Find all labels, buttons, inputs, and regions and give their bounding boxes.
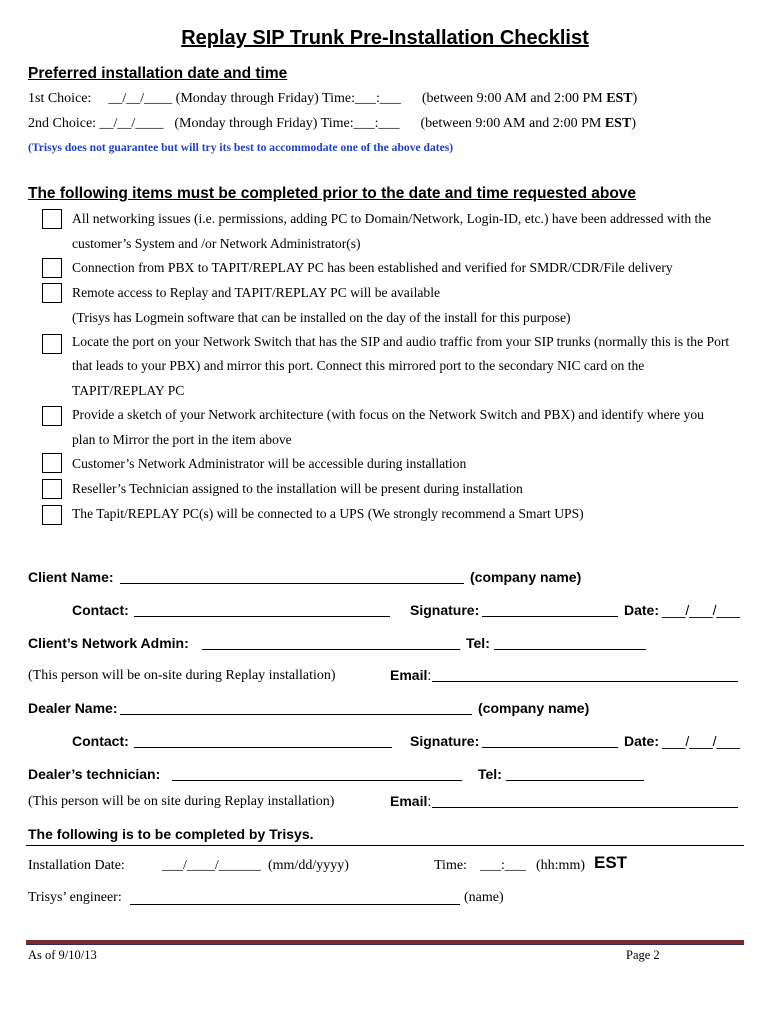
install-date-label: Installation Date: — [28, 858, 125, 873]
dealer-tel-field[interactable] — [506, 768, 644, 781]
client-email-text: Email — [390, 667, 428, 683]
second-choice-days: (Monday through Friday) — [174, 116, 318, 131]
checklist-line: All networking issues (i.e. permissions, adding PC to Domain/Network, Login-ID, etc.) have been addressed with the — [72, 211, 712, 226]
checklist-line: The Tapit/REPLAY PC(s) will be connected to a UPS (We strongly recommend a Smart UPS) — [72, 506, 584, 521]
trisys-heading: The following is to be completed by Trisys. — [28, 826, 314, 842]
client-tel-field[interactable] — [494, 637, 646, 650]
client-admin-label: Client’s Network Admin: — [28, 635, 189, 651]
dealer-email-label — [390, 793, 431, 809]
client-date-field[interactable]: ___/___/___ — [662, 602, 740, 618]
client-admin-field[interactable] — [202, 637, 460, 650]
client-signature-label: Signature: — [410, 602, 480, 618]
checklist-line: Provide a sketch of your Network architecture (with focus on the Network Switch and PBX) and identify where you — [72, 407, 704, 422]
dealer-tech-label: Dealer’s technician: — [28, 766, 161, 782]
engineer-name-hint: (name) — [464, 890, 504, 905]
footer-divider — [26, 940, 744, 945]
client-tel-label: Tel: — [466, 635, 490, 651]
first-choice-row — [28, 91, 637, 107]
second-choice-date[interactable]: __/__/____ — [99, 116, 164, 131]
second-choice-time[interactable]: ___:___ — [353, 116, 400, 131]
client-name-label: Client Name: — [28, 569, 114, 585]
first-choice-label: 1st Choice: — [28, 91, 92, 106]
dealer-email-colon: : — [427, 793, 432, 809]
checkbox-networking[interactable] — [42, 209, 62, 229]
checkbox-admin-accessible[interactable] — [42, 453, 62, 473]
client-signature-field[interactable] — [482, 604, 618, 617]
first-choice-window: (between 9:00 AM and 2:00 PM — [421, 91, 603, 106]
trisys-divider — [26, 845, 744, 846]
install-time-format: (hh:mm) — [536, 858, 585, 873]
install-date-field[interactable]: ___/____/______ — [162, 858, 261, 873]
install-time-field[interactable]: ___:___ — [480, 858, 526, 873]
footer-page-number: Page 2 — [626, 948, 660, 962]
preferred-heading: Preferred installation date and time — [28, 65, 288, 82]
install-date-format: (mm/dd/yyyy) — [268, 858, 349, 873]
first-choice-time[interactable]: ___:___ — [354, 91, 401, 106]
client-contact-label: Contact: — [72, 602, 129, 618]
second-choice-tz: EST — [604, 116, 632, 131]
checkbox-port-mirror[interactable] — [42, 334, 62, 354]
checklist-line: Reseller’s Technician assigned to the installation will be present during installation — [72, 481, 523, 496]
dealer-email-text: Email — [390, 793, 428, 809]
first-choice-days: (Monday through Friday) — [175, 91, 319, 106]
client-contact-field[interactable] — [134, 604, 390, 617]
checklist-line: TAPIT/REPLAY PC — [72, 383, 185, 398]
checkbox-ups[interactable] — [42, 505, 62, 525]
scheduling-note: (Trisys does not guarantee but will try its best to accommodate one of the above dates) — [28, 141, 454, 154]
client-name-field[interactable] — [120, 571, 464, 584]
engineer-label: Trisys’ engineer: — [28, 890, 122, 905]
second-choice-close: ) — [631, 116, 636, 131]
dealer-tel-label: Tel: — [478, 766, 502, 782]
checklist-line: Customer’s Network Administrator will be accessible during installation — [72, 456, 467, 471]
dealer-contact-field[interactable] — [134, 735, 392, 748]
install-timezone: EST — [594, 853, 628, 872]
first-choice-close: ) — [632, 91, 638, 106]
checkbox-remote-access[interactable] — [42, 283, 62, 303]
client-onsite-note: (This person will be on-site during Replay installation) — [28, 668, 336, 683]
checklist-line: Connection from PBX to TAPIT/REPLAY PC has been established and verified for SMDR/CDR/File delivery — [72, 260, 673, 275]
dealer-name-field[interactable] — [120, 702, 472, 715]
footer-date: As of 9/10/13 — [28, 948, 97, 962]
dealer-email-field[interactable] — [432, 795, 738, 808]
checklist-line: customer’s System and /or Network Administrator(s) — [72, 236, 361, 251]
page-title: Replay SIP Trunk Pre-Installation Checklist — [181, 27, 589, 49]
checklist-line: plan to Mirror the port in the item above — [72, 432, 292, 447]
checkbox-reseller-tech[interactable] — [42, 479, 62, 499]
checklist-heading: The following items must be completed prior to the date and time requested above — [28, 185, 637, 202]
checkbox-network-sketch[interactable] — [42, 406, 62, 426]
client-company-hint: (company name) — [470, 569, 582, 585]
first-choice-time-label: Time: — [322, 91, 355, 106]
second-choice-label: 2nd Choice: — [28, 116, 97, 131]
second-choice-row — [28, 116, 636, 132]
first-choice-date[interactable]: __/__/____ — [108, 91, 173, 106]
checkbox-pbx-connection[interactable] — [42, 258, 62, 278]
dealer-name-label: Dealer Name: — [28, 700, 118, 716]
dealer-signature-label: Signature: — [410, 733, 480, 749]
dealer-onsite-note: (This person will be on site during Replay installation) — [28, 794, 335, 809]
checklist-line: Remote access to Replay and TAPIT/REPLAY PC will be available — [72, 285, 441, 300]
dealer-company-hint: (company name) — [478, 700, 590, 716]
client-date-label: Date: — [624, 602, 660, 618]
dealer-date-field[interactable]: ___/___/___ — [662, 733, 740, 749]
client-email-label — [390, 667, 431, 683]
dealer-contact-label: Contact: — [72, 733, 129, 749]
client-email-field[interactable] — [432, 669, 738, 682]
client-email-colon: : — [427, 667, 432, 683]
engineer-field[interactable] — [130, 892, 460, 905]
dealer-signature-field[interactable] — [482, 735, 618, 748]
checklist-line: Locate the port on your Network Switch that has the SIP and audio traffic from your SIP trunks (normally this is the Port — [72, 334, 730, 349]
second-choice-window: (between 9:00 AM and 2:00 PM — [420, 116, 602, 131]
dealer-date-label: Date: — [624, 733, 660, 749]
install-time-label: Time: — [434, 858, 467, 873]
checklist-line: (Trisys has Logmein software that can be installed on the day of the install for this purpose) — [72, 310, 571, 325]
first-choice-tz: EST — [606, 91, 633, 106]
checklist-line: that leads to your PBX) and mirror this port. Connect this mirrored port to the secondary NIC card on the — [72, 358, 645, 373]
dealer-tech-field[interactable] — [172, 768, 462, 781]
second-choice-time-label: Time: — [320, 116, 354, 131]
